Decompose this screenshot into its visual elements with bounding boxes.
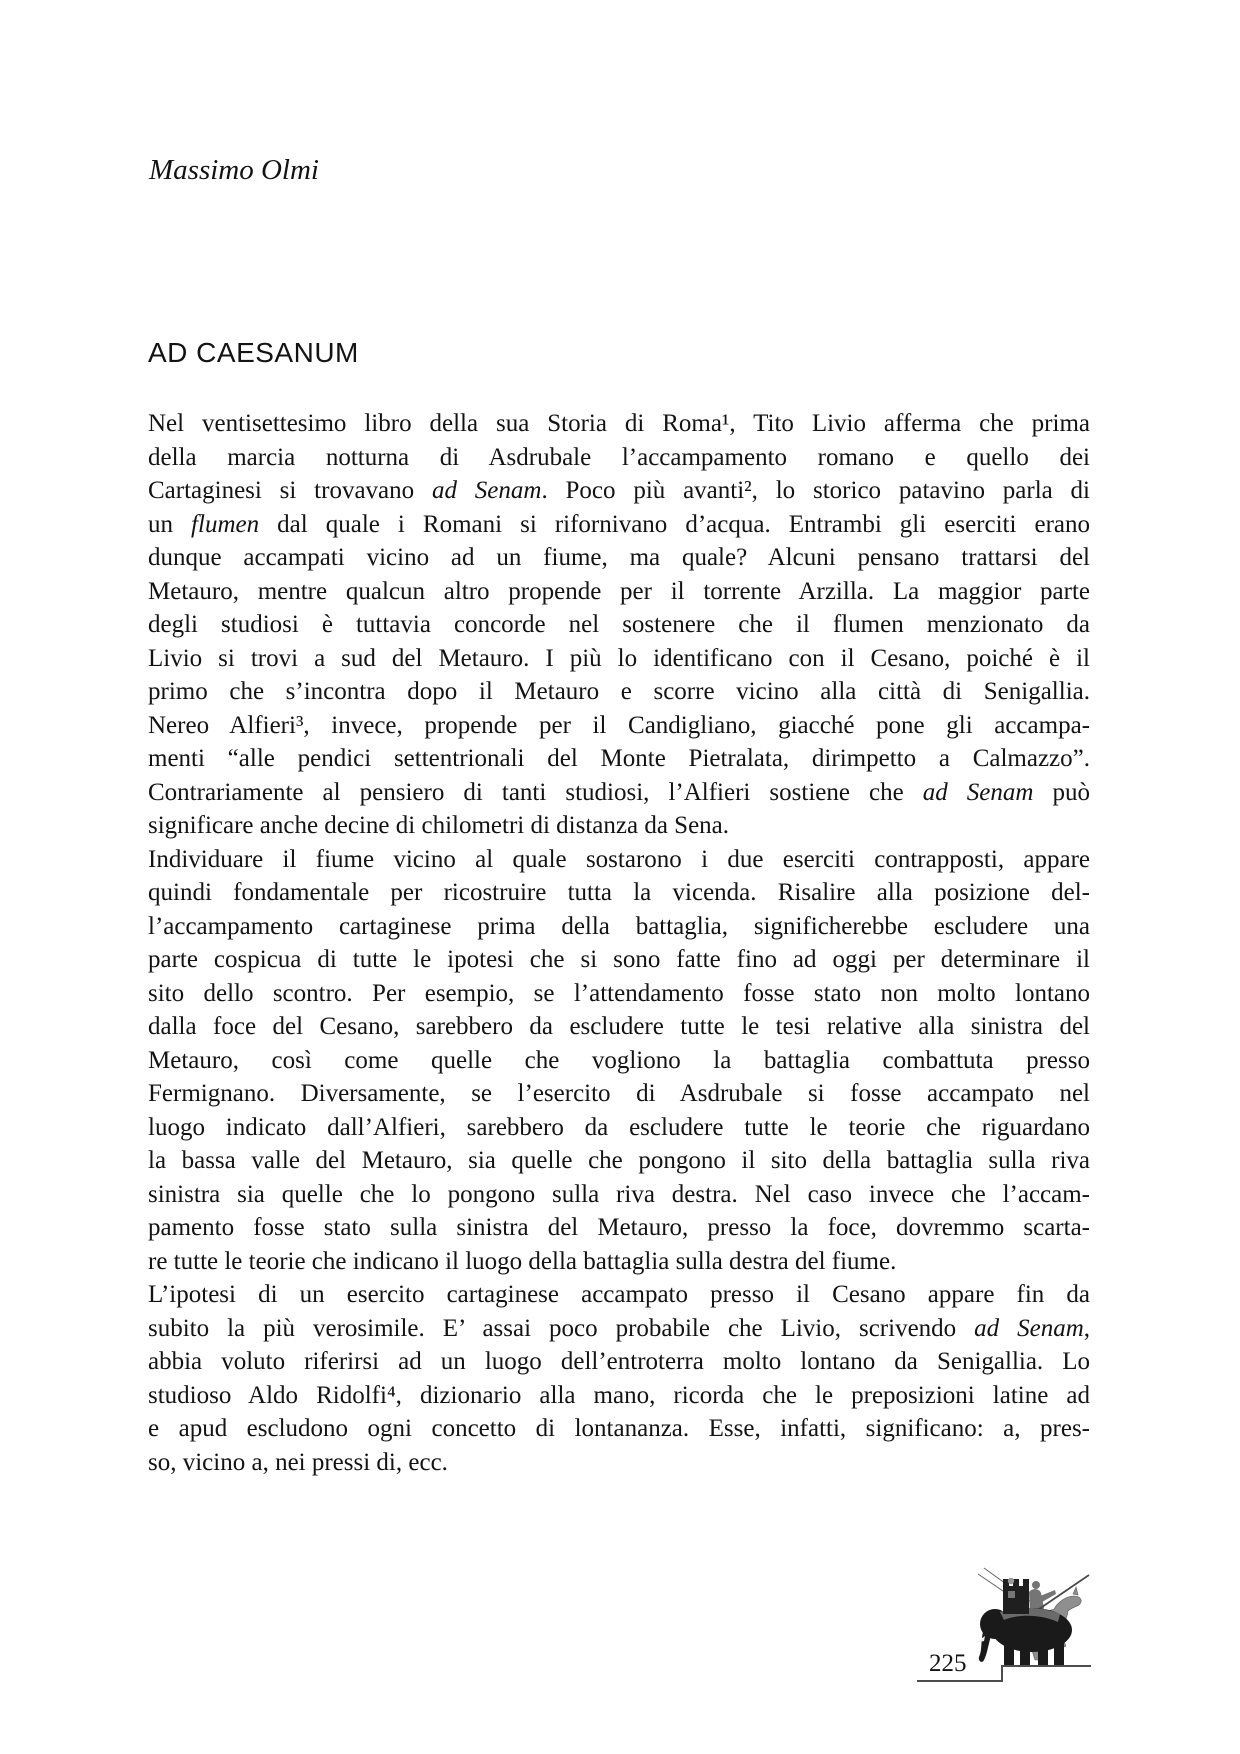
italic-text-segment: ad Senam: [922, 778, 1034, 806]
text-line: [148, 1446, 1090, 1480]
text-segment: subito la più verosimile. E’ assai poco probabile che Livio, scrivendo: [148, 1314, 975, 1342]
text-line: [148, 642, 1090, 676]
text-segment: dal quale i Romani si rifornivano d’acqua. Entrambi gli eserciti erano: [259, 510, 1090, 538]
footer-rule-lower: [917, 1680, 1003, 1682]
text-segment: della marcia notturna di Asdrubale l’accampamento romano e quello dei: [148, 443, 1090, 471]
text-line: [148, 876, 1090, 910]
text-line: [148, 1312, 1090, 1346]
war-elephant-illustration: [970, 1560, 1092, 1666]
text-line: [148, 608, 1090, 642]
text-segment: quindi fondamentale per ricostruire tutta la vicenda. Risalire alla posizione del-: [148, 879, 1090, 906]
tower-howdah: [1003, 1579, 1029, 1614]
text-line: [148, 1412, 1090, 1446]
text-segment: so, vicino a, nei pressi di, ecc.: [148, 1448, 448, 1476]
text-segment: Metauro, così come quelle che vogliono la battaglia combattuta presso: [148, 1046, 1090, 1074]
text-line: [148, 1111, 1090, 1145]
text-segment: Individuare il fiume vicino al quale sostarono i due eserciti contrapposti, appare: [148, 845, 1090, 873]
text-line: [148, 1278, 1090, 1312]
text-segment: primo che s’incontra dopo il Metauro e scorre vicino alla città di Senigallia.: [148, 678, 1090, 705]
text-segment: e apud escludono ogni concetto di lontananza. Esse, infatti, significano: a, pres-: [148, 1415, 1090, 1442]
text-line: [148, 1211, 1090, 1245]
elephant-silhouette: [979, 1608, 1072, 1665]
text-segment: Contrariamente al pensiero di tanti studiosi, l’Alfieri sostiene che: [148, 778, 923, 806]
text-line: [148, 1044, 1090, 1078]
text-segment: re tutte le teorie che indicano il luogo della battaglia sulla destra del fiume.: [148, 1247, 897, 1275]
text-line: [148, 1144, 1090, 1178]
text-segment: Livio si trovi a sud del Metauro. I più lo identificano con il Cesano, poiché è il: [148, 644, 1090, 672]
text-line: [148, 843, 1090, 877]
text-segment: Nel ventisettesimo libro della sua Storia di Roma¹, Tito Livio afferma che prima: [148, 410, 1090, 437]
text-line: [148, 776, 1090, 810]
text-segment: abbia voluto riferirsi ad un luogo dell’entroterra molto lontano da Senigallia. Lo: [148, 1348, 1090, 1375]
text-line: [148, 407, 1090, 441]
text-segment: luogo indicato dall’Alfieri, sarebbero da escludere tutte le teorie che riguardano: [148, 1113, 1090, 1141]
text-line: [148, 977, 1090, 1011]
text-segment: significare anche decine di chilometri di distanza da Sena.: [148, 812, 730, 839]
text-line: [148, 508, 1090, 542]
text-segment: un: [148, 510, 192, 538]
text-segment: Cartaginesi si trovavano: [148, 477, 432, 504]
text-line: [148, 474, 1090, 508]
tower-soldier-head: [1008, 1578, 1014, 1584]
text-line: [148, 809, 1090, 843]
text-segment: studioso Aldo Ridolfi⁴, dizionario alla mano, ricorda che le preposizioni latine ad: [148, 1381, 1090, 1409]
text-segment: sito dello scontro. Per esempio, se l’attendamento fosse stato non molto lontano: [148, 979, 1090, 1007]
footer-rule-step: [1001, 1665, 1003, 1682]
text-line: [148, 1345, 1090, 1379]
text-line: [148, 575, 1090, 609]
text-line: [148, 675, 1090, 709]
text-segment: la bassa valle del Metauro, sia quelle che pongono il sito della battaglia sulla riva: [148, 1147, 1090, 1174]
text-segment: . Poco più avanti², lo storico patavino parla di: [541, 477, 1090, 504]
text-line: [148, 709, 1090, 743]
text-segment: Metauro, mentre qualcun altro propende per il torrente Arzilla. La maggior parte: [148, 577, 1090, 605]
text-segment: dunque accampati vicino ad un fiume, ma quale? Alcuni pensano trattarsi del: [148, 544, 1090, 571]
text-line: [148, 1178, 1090, 1212]
text-segment: L’ipotesi di un esercito cartaginese accampato presso il Cesano appare fin da: [148, 1281, 1090, 1308]
text-line: [148, 1379, 1090, 1413]
italic-text-segment: flumen: [191, 510, 260, 538]
text-segment: degli studiosi è tuttavia concorde nel sostenere che il flumen menzionato da: [148, 611, 1090, 638]
text-segment: pamento fosse stato sulla sinistra del Metauro, presso la foce, dovremmo scarta-: [148, 1214, 1090, 1241]
text-line: [148, 910, 1090, 944]
text-segment: menti “alle pendici settentrionali del Monte Pietralata, dirimpetto a Calmazzo”.: [148, 745, 1090, 772]
text-segment: Fermignano. Diversamente, se l’esercito di Asdrubale si fosse accampato nel: [148, 1080, 1090, 1107]
text-segment: parte cospicua di tutte le ipotesi che si sono fatte fino ad oggi per determinare il: [148, 946, 1090, 973]
text-segment: Nereo Alfieri³, invece, propende per il Candigliano, giacché pone gli accampa-: [148, 711, 1090, 739]
text-segment: può: [1033, 778, 1091, 806]
page-number: 225: [929, 1650, 967, 1677]
text-segment: ,: [1083, 1314, 1091, 1342]
article-body: [148, 407, 1090, 1479]
text-line: [148, 441, 1090, 475]
text-line: [148, 943, 1090, 977]
page-title: AD CAESANUM: [148, 337, 359, 368]
italic-text-segment: ad Senam: [431, 477, 542, 504]
text-segment: l’accampamento cartaginese prima della battaglia, significherebbe escludere una: [148, 912, 1090, 940]
text-line: [148, 1077, 1090, 1111]
text-line: [148, 742, 1090, 776]
text-line: [148, 1245, 1090, 1279]
text-segment: dalla foce del Cesano, sarebbero da escludere tutte le tesi relative alla sinistra del: [148, 1013, 1090, 1040]
text-line: [148, 1010, 1090, 1044]
text-line: [148, 541, 1090, 575]
italic-text-segment: ad Senam: [974, 1314, 1084, 1342]
text-segment: sinistra sia quelle che lo pongono sulla riva destra. Nel caso invece che l’accam-: [148, 1180, 1090, 1208]
author-name: Massimo Olmi: [149, 154, 319, 186]
